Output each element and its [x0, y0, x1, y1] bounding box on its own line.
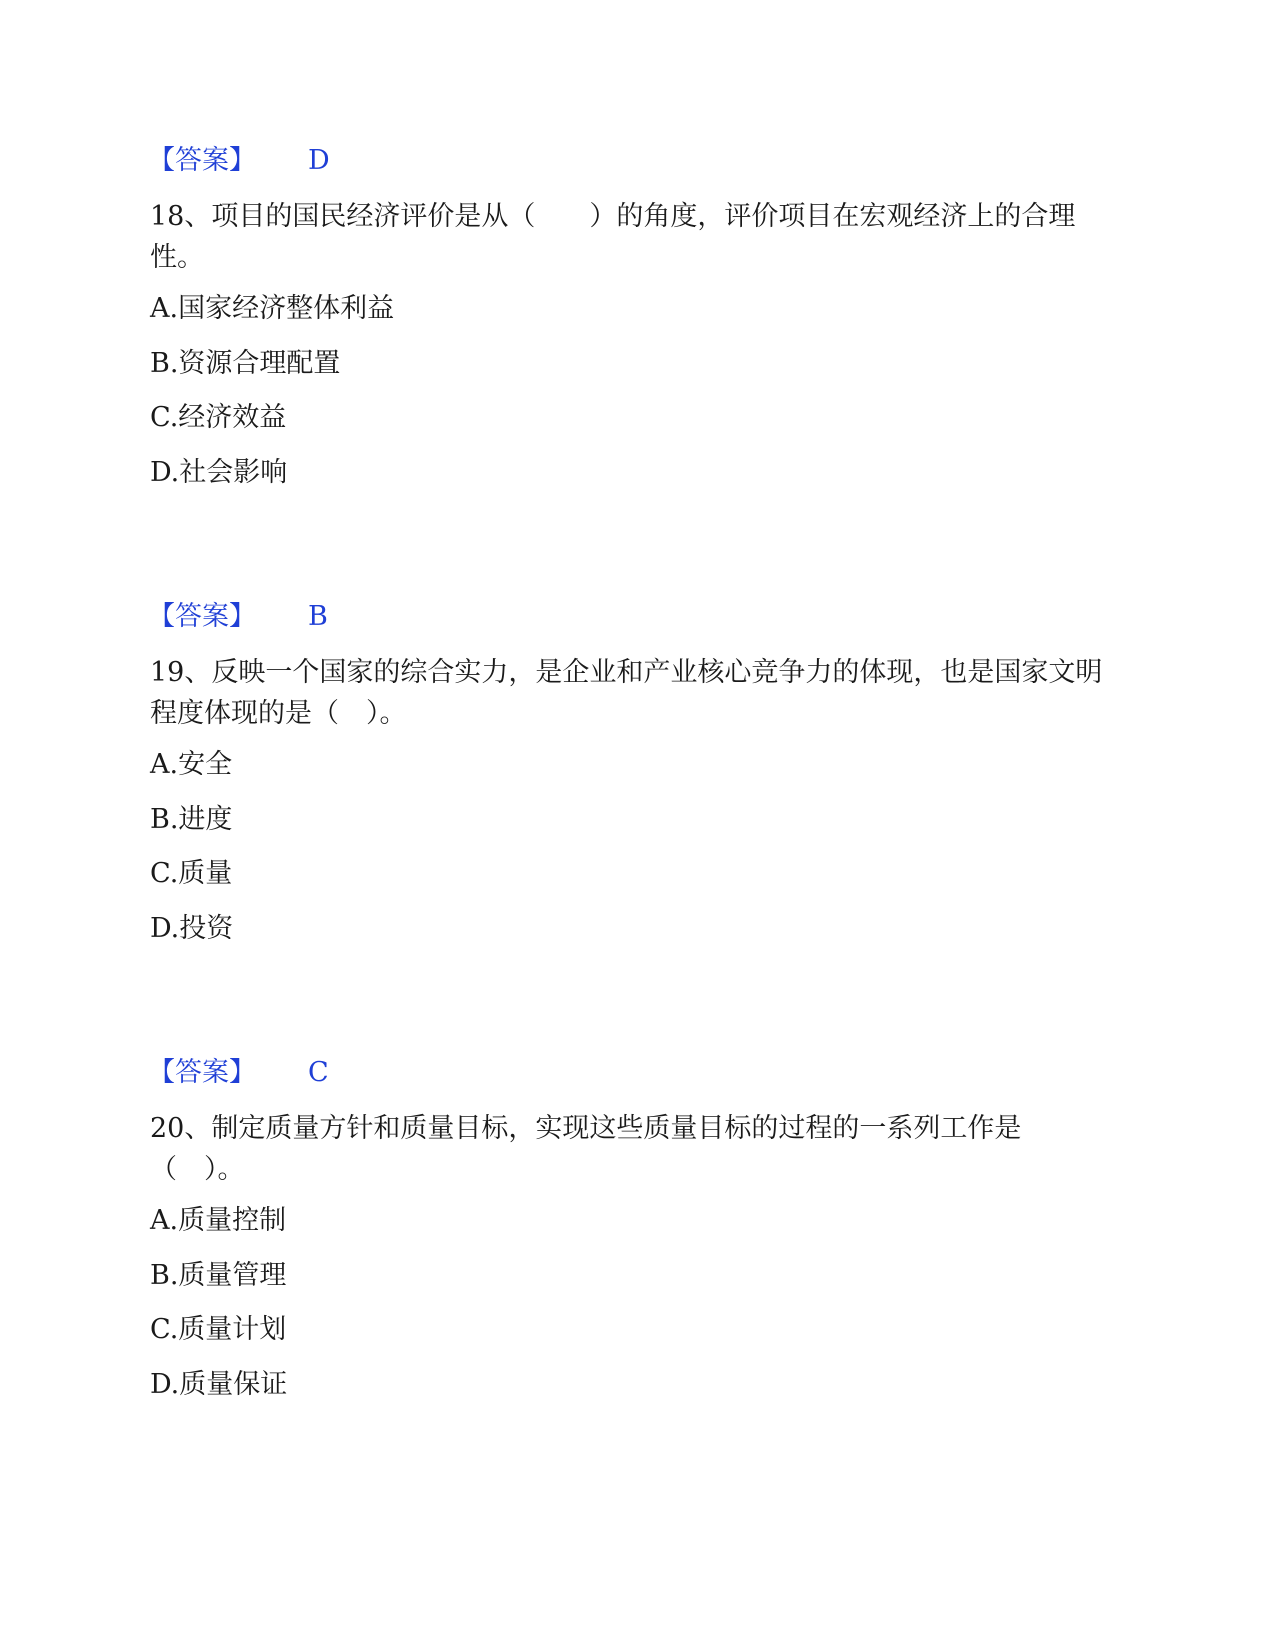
question-18-text: 18、项目的国民经济评价是从（ ）的角度，评价项目在宏观经济上的合理性。	[150, 201, 1076, 273]
question-18-option-a: A.国家经济整体利益	[150, 293, 395, 324]
answer-label: 【答案】	[148, 1057, 256, 1088]
answer-line	[148, 1056, 329, 1090]
question-19-option-d: D.投资	[150, 913, 234, 944]
answer-value: B	[308, 601, 328, 632]
question-19-option-b: B.进度	[150, 804, 233, 835]
answer-line	[148, 144, 330, 178]
question-18-option-c: C.经济效益	[150, 402, 287, 433]
question-20-option-b: B.质量管理	[150, 1260, 287, 1291]
question-20-option-c: C.质量计划	[150, 1314, 287, 1345]
question-20-option-d: D.质量保证	[150, 1369, 288, 1400]
question-19-option-a: A.安全	[150, 749, 233, 780]
question-19-option-c: C.质量	[150, 858, 233, 889]
question-19-text: 19、反映一个国家的综合实力，是企业和产业核心竞争力的体现，也是国家文明程度体现的是（ ）。	[150, 657, 1103, 729]
question-20-text: 20、制定质量方针和质量目标，实现这些质量目标的过程的一系列工作是（ ）。	[150, 1113, 1022, 1185]
answer-label: 【答案】	[148, 145, 256, 176]
answer-value: D	[308, 145, 330, 176]
question-20-option-a: A.质量控制	[150, 1205, 287, 1236]
question-18-option-d: D.社会影响	[150, 457, 288, 488]
answer-line	[148, 600, 328, 634]
answer-label: 【答案】	[148, 601, 256, 632]
question-18-option-b: B.资源合理配置	[150, 348, 341, 379]
answer-value: C	[308, 1057, 329, 1088]
